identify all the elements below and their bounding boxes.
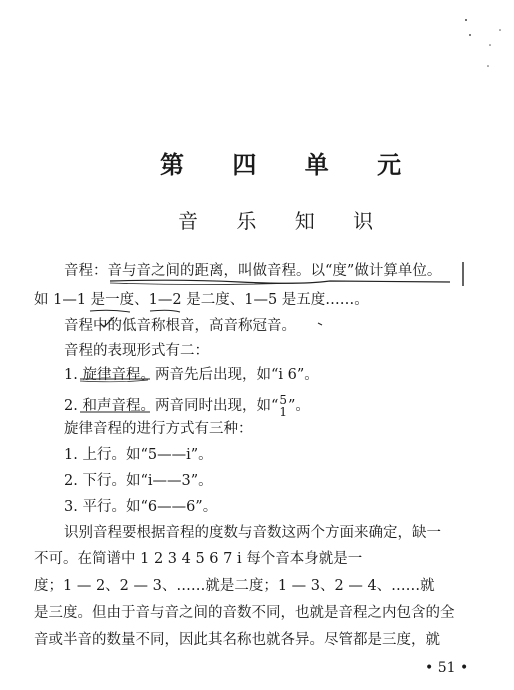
- paragraph-line-12: 不可。在简谱中 1 2 3 4 5 6 7 i 每个音本身就是一: [34, 551, 363, 567]
- paragraph-line-11: 识别音程要根据音程的度数与音数这两个方面来确定，缺一: [64, 525, 441, 541]
- paragraph-line-15: 音或半音的数量不同，因此其名称也就各异。尽管都是三度，就: [34, 632, 440, 648]
- section-title: 音 乐 知 识: [178, 209, 390, 233]
- unit-title: 第 四 单 元: [160, 150, 422, 179]
- harmonic-interval-end: ”。: [288, 398, 310, 414]
- paragraph-line-3: 音程中的低音称根音，高音称冠音。: [64, 318, 296, 334]
- list-item-melodic-interval: 1. 旋律音程。两音先后出现，如“i 6”。: [64, 367, 319, 383]
- stacked-notes: [279, 394, 287, 418]
- paragraph-line-1: 音程：音与音之间的距离，叫做音程。以“度”做计算单位。: [64, 263, 442, 279]
- stacked-note-top: 5: [279, 393, 287, 407]
- stacked-note-bottom: 1: [279, 405, 287, 419]
- list-item-ascending: 1. 上行。如“5——i”。: [64, 447, 213, 463]
- harmonic-interval-text: 2. 和声音程。两音同时出现，如“: [64, 398, 279, 414]
- list-item-parallel: 3. 平行。如“6——6”。: [64, 499, 218, 515]
- paragraph-line-13: 度；1 — 2、2 — 3、……就是二度；1 — 3、2 — 4、……就: [34, 578, 435, 594]
- paragraph-line-14: 是三度。但由于音与音之间的音数不同，也就是音程之内包含的全: [34, 605, 455, 621]
- paragraph-line-2: 如 1—1 是一度、1—2 是二度、1—5 是五度……。: [34, 292, 369, 308]
- paragraph-line-4: 音程的表现形式有二：: [64, 343, 209, 359]
- list-item-harmonic-interval: [64, 394, 310, 418]
- page-number: • 51 •: [425, 660, 469, 676]
- list-item-descending: 2. 下行。如“i——3”。: [64, 473, 213, 489]
- paragraph-line-7: 旋律音程的进行方式有三种：: [64, 421, 253, 437]
